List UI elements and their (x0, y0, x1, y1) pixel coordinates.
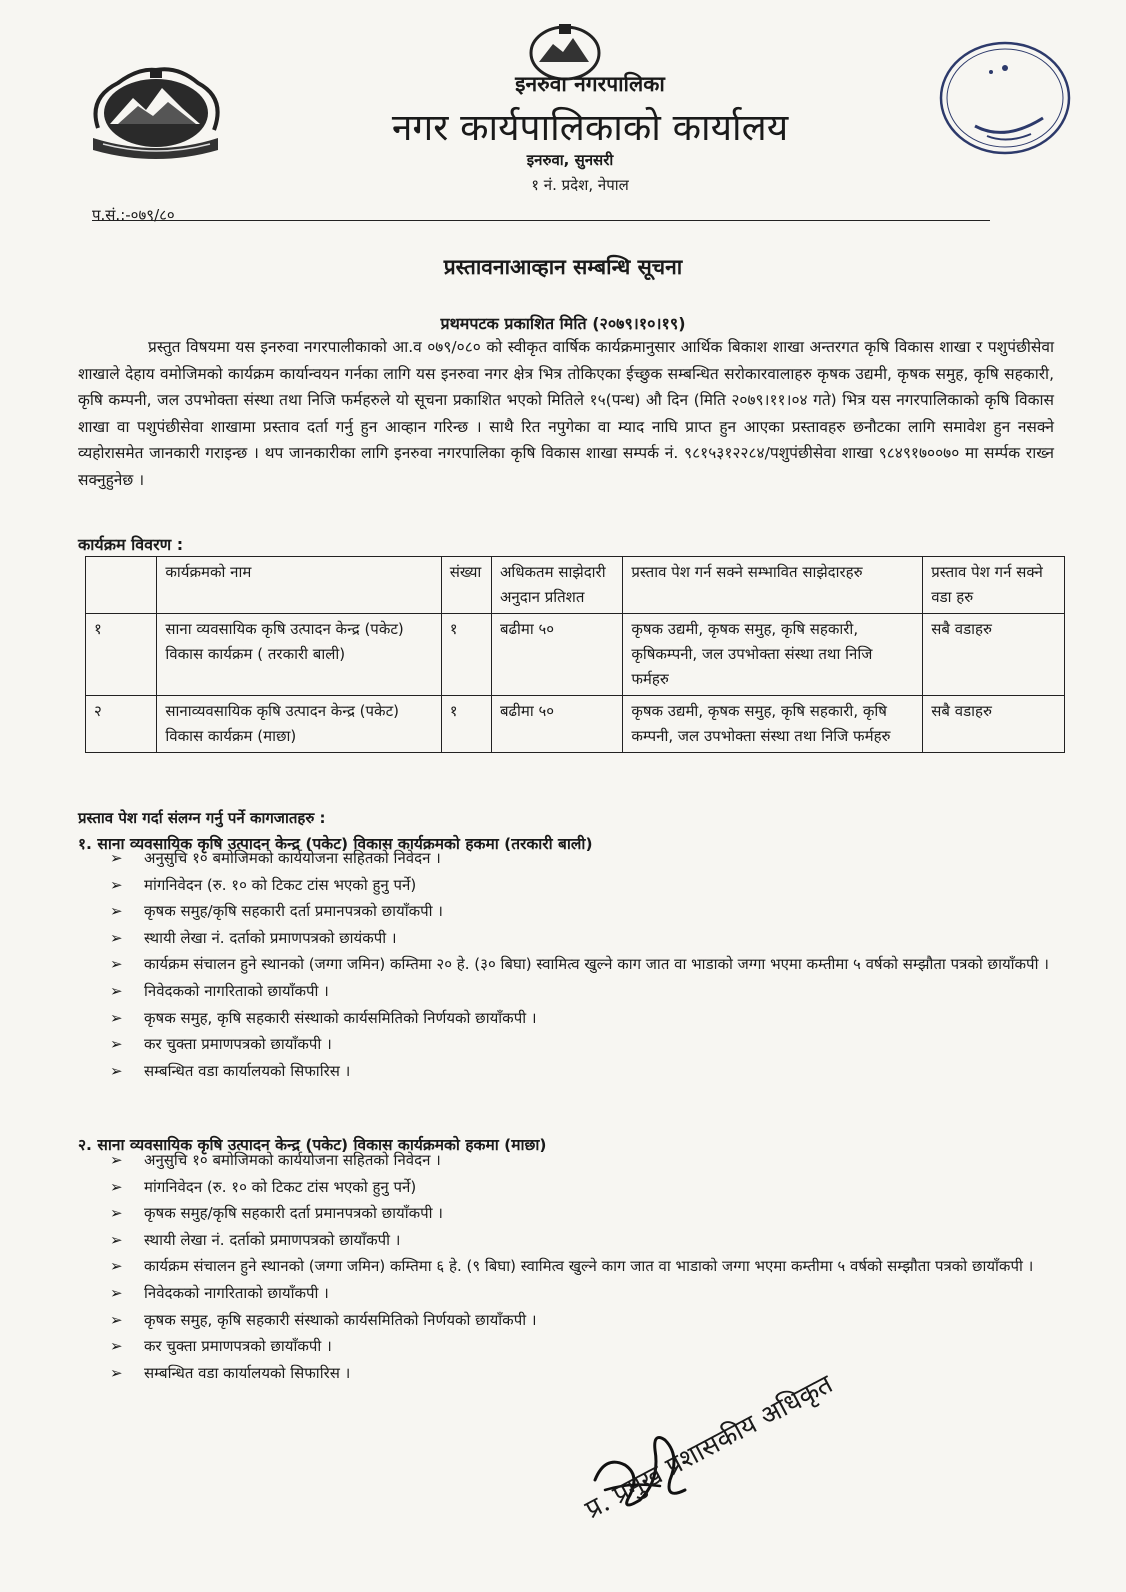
section-1-title: १. साना व्यवसायिक कृषि उत्पादन केन्द्र (पकेट) विकास कार्यक्रमको हकमा (तरकारी बाली) (78, 835, 593, 853)
arrow-bullet-icon: ➢ (110, 1310, 123, 1329)
list-item-text: सम्बन्धित वडा कार्यालयको सिफारिस । (144, 1363, 351, 1382)
table-cell: सबै वडाहरु (923, 614, 1065, 696)
nepal-emblem-icon (78, 58, 233, 168)
list-item (110, 1333, 1070, 1360)
notice-title: प्रस्तावनाआव्हान सम्बन्धि सूचना (443, 255, 683, 279)
list-item-text: मांगनिवेदन (रु. १० को टिकट टांस भएको हुनु पर्ने) (144, 875, 417, 894)
municipality-seal-icon (935, 38, 1075, 158)
list-item (110, 1253, 1070, 1280)
list-item (110, 951, 1070, 978)
table-cell: सबै वडाहरु (923, 696, 1065, 753)
arrow-bullet-icon: ➢ (110, 1177, 123, 1196)
list-item (110, 1307, 1070, 1334)
arrow-bullet-icon: ➢ (110, 1284, 123, 1302)
table-row (86, 696, 1065, 753)
list-item (110, 1280, 1070, 1307)
arrow-bullet-icon: ➢ (110, 1151, 123, 1169)
table-cell: बढीमा ५० (491, 614, 622, 696)
province-line: १ नं. प्रदेश, नेपाल (531, 176, 629, 194)
arrow-bullet-icon: ➢ (110, 1008, 123, 1027)
list-item-text: कार्यक्रम संचालन हुने स्थानको (जग्गा जमिन) कम्तिमा २० हे. (३० बिघा) स्वामित्व खुल्ने काग जात वा भाडाको जग्गा भएमा कम्तीमा ५ वर्षको सम्झौता पत्रको छायाँकपी । (144, 955, 1049, 973)
table-cell: २ (86, 696, 157, 753)
list-item (110, 1058, 1070, 1085)
list-item (110, 845, 1070, 872)
column-header: अधिकतम साझेदारी अनुदान प्रतिशत (491, 557, 622, 614)
list-item-text: सम्बन्धित वडा कार्यालयको सिफारिस । (144, 1061, 351, 1080)
arrow-bullet-icon: ➢ (110, 1363, 123, 1382)
arrow-bullet-icon: ➢ (110, 955, 123, 973)
header-divider (92, 220, 990, 221)
arrow-bullet-icon: ➢ (110, 1035, 123, 1053)
signatory-title: प्र. प्रमुख प्रशासकीय अधिकृत (580, 1369, 838, 1526)
list-item-text: कृषक समुह/कृषि सहकारी दर्ता प्रमानपत्रको छायाँकपी । (144, 902, 443, 920)
arrow-bullet-icon: ➢ (110, 1230, 123, 1249)
table-cell: १ (441, 696, 491, 753)
arrow-bullet-icon: ➢ (110, 1337, 123, 1355)
list-item-text: अनुसुचि १० बमोजिमको कार्ययोजना सहितको निवेदन । (144, 849, 441, 867)
list-item-text: कृषक समुह, कृषि सहकारी संस्थाको कार्यसमितिको निर्णयको छायाँकपी । (144, 1310, 537, 1329)
list-item-text: कर चुक्ता प्रमाणपत्रको छायाँकपी । (144, 1337, 332, 1355)
list-item (110, 1147, 1070, 1174)
arrow-bullet-icon: ➢ (110, 902, 123, 920)
arrow-bullet-icon: ➢ (110, 875, 123, 894)
arrow-bullet-icon: ➢ (110, 982, 123, 1000)
arrow-bullet-icon: ➢ (110, 849, 123, 867)
arrow-bullet-icon: ➢ (110, 1257, 123, 1275)
list-item (110, 1200, 1070, 1227)
list-item-text: कृषक समुह, कृषि सहकारी संस्थाको कार्यसमितिको निर्णयको छायाँकपी । (144, 1008, 537, 1027)
column-header: प्रस्ताव पेश गर्न सक्ने वडा हरु (923, 557, 1065, 614)
list-item (110, 978, 1070, 1005)
table-cell: १ (86, 614, 157, 696)
section-2-list (110, 1147, 1070, 1386)
list-item (110, 1031, 1070, 1058)
list-item-text: स्थायी लेखा नं. दर्ताको प्रमाणपत्रको छायाँकपी । (144, 1230, 401, 1249)
list-item-text: निवेदकको नागरिताको छायाँकपी । (144, 1284, 329, 1302)
table-cell: कृषक उद्यमी, कृषक समुह, कृषि सहकारी, कृषि कम्पनी, जल उपभोक्ता संस्था तथा निजि फर्महरु (623, 696, 923, 753)
section-2-title: २. साना व्यवसायिक कृषि उत्पादन केन्द्र (पकेट) विकास कार्यक्रमको हकमा (माछा) (78, 1136, 547, 1154)
list-item (110, 872, 1070, 899)
column-header: संख्या (441, 557, 491, 614)
list-item-text: कृषक समुह/कृषि सहकारी दर्ता प्रमानपत्रको छायाँकपी । (144, 1204, 443, 1222)
list-item (110, 1005, 1070, 1032)
arrow-bullet-icon: ➢ (110, 928, 123, 947)
office-location: इनरुवा, सुनसरी (526, 151, 614, 169)
column-header: कार्यक्रमको नाम (157, 557, 441, 614)
table-cell: कृषक उद्यमी, कृषक समुह, कृषि सहकारी, कृषिकम्पनी, जल उपभोक्ता संस्था तथा निजि फर्महरु (623, 614, 923, 696)
documents-heading: प्रस्ताव पेश गर्दा संलग्न गर्नु पर्ने कागजातहरु : (78, 809, 326, 827)
table-cell: १ (441, 614, 491, 696)
column-header (86, 557, 157, 614)
list-item (110, 1174, 1070, 1201)
table-cell: साना व्यवसायिक कृषि उत्पादन केन्द्र (पकेट) विकास कार्यक्रम ( तरकारी बाली) (157, 614, 441, 696)
table-cell: सानाव्यवसायिक कृषि उत्पादन केन्द्र (पकेट) विकास कार्यक्रम (माछा) (157, 696, 441, 753)
program-table (85, 556, 1065, 753)
list-item-text: कार्यक्रम संचालन हुने स्थानको (जग्गा जमिन) कम्तिमा ६ हे. (९ बिघा) स्वामित्व खुल्ने काग जात वा भाडाको जग्गा भएमा कम्तीमा ५ वर्षको सम्झौता पत्रको छायाँकपी । (144, 1257, 1034, 1275)
list-item-text: अनुसुचि १० बमोजिमको कार्ययोजना सहितको निवेदन । (144, 1151, 441, 1169)
published-date: प्रथमपटक प्रकाशित मिति (२०७९।१०।१९) (440, 314, 686, 333)
list-item-text: कर चुक्ता प्रमाणपत्रको छायाँकपी । (144, 1035, 332, 1053)
reference-number: प.सं.:-०७९/८० (92, 206, 175, 224)
section-1-list (110, 845, 1070, 1084)
list-item (110, 1360, 1070, 1387)
table-cell: बढीमा ५० (491, 696, 622, 753)
table-row (86, 614, 1065, 696)
arrow-bullet-icon: ➢ (110, 1061, 123, 1080)
municipality-name: इनरुवा नगरपालिका (515, 72, 665, 96)
program-details-heading: कार्यक्रम विवरण : (78, 535, 184, 554)
list-item-text: निवेदकको नागरिताको छायाँकपी । (144, 982, 329, 1000)
office-title: नगर कार्यपालिकाको कार्यालय (391, 106, 789, 149)
list-item-text: मांगनिवेदन (रु. १० को टिकट टांस भएको हुनु पर्ने) (144, 1177, 417, 1196)
notice-paragraph: प्रस्तुत विषयमा यस इनरुवा नगरपालीकाको आ.व ०७९/०८० को स्वीकृत वार्षिक कार्यक्रमानुसार आर्थिक बिकाश शाखा अन्तरगत कृषि विकास शाखा र पशुपंछीसेवा शाखाले देहाय वमोजिमको कार्यक्रम कार्यान्वयन गर्नका लागि यस इनरुवा नगर क्षेत्र भित्र तोकिएका ईच्छुक सम्बन्धित सरोकारवालाहरु कृषक उद्यमी, कृषक समुह, कृषि सहकारी, कृषि कम्पनी, जल उपभोक्ता संस्था तथा निजि फर्महरुले यो सूचना प्रकाशित भएको मितिले १५(पन्ध) औ दिन (मिति २०७९।११।०४ गते) भित्र यस नगरपालिकाको कृषि विकास शाखा वा पशुपंछीसेवा शाखामा प्रस्ताव दर्ता गर्नु हुन आव्हान गरिन्छ । साथै रित नपुगेका वा म्याद नाघि प्राप्त हुन आएका प्रस्तावहरु छनौटका लागि समावेश हुन नसक्ने व्यहोरासमेत जानकारी गराइन्छ । थप जानकारीका लागि इनरुवा नगरपालिका कृषि विकास शाखा सम्पर्क नं. ९८१५३१२२८४/पशुपंछीसेवा शाखा ९८४९१७००७० मा सर्म्पक राख्न सक्नुहुनेछ । (78, 338, 1054, 489)
arrow-bullet-icon: ➢ (110, 1204, 123, 1222)
table-header-row (86, 557, 1065, 614)
list-item (110, 1227, 1070, 1254)
list-item-text: स्थायी लेखा नं. दर्ताको प्रमाणपत्रको छायंकपी । (144, 928, 397, 947)
column-header: प्रस्ताव पेश गर्न सक्ने सम्भावित साझेदारहरु (623, 557, 923, 614)
list-item (110, 925, 1070, 952)
list-item (110, 898, 1070, 925)
